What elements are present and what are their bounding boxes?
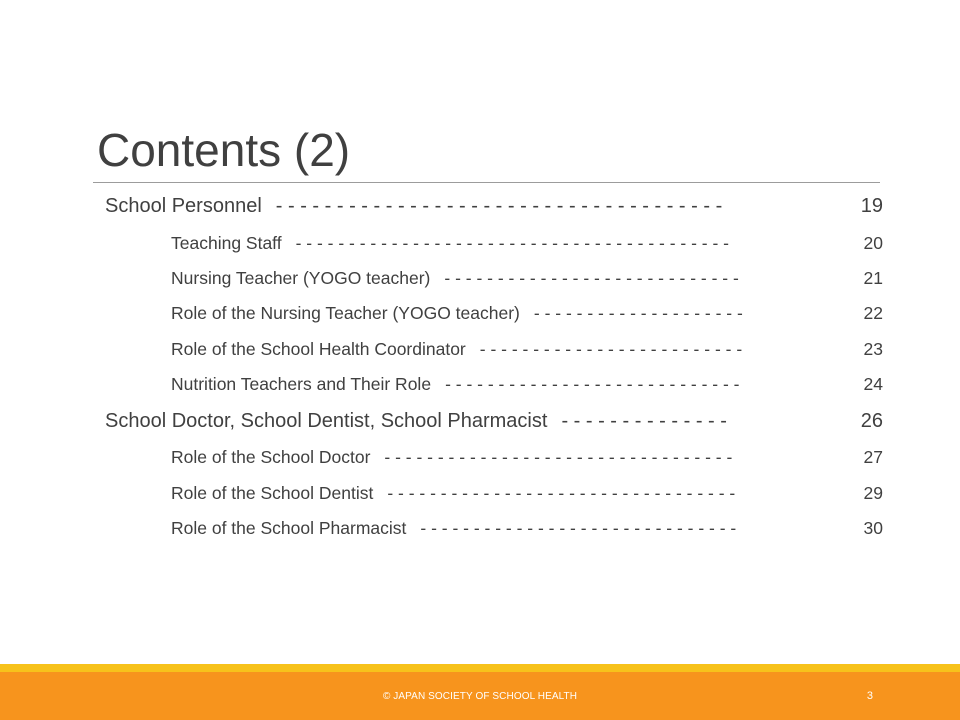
toc-dot-leader: - - - - - - - - - - - - - - - - - - - - - - - - - - - - bbox=[444, 268, 739, 288]
toc-page-number: 20 bbox=[863, 233, 883, 253]
toc-entry-label: School Doctor, School Dentist, School Pharmacist bbox=[105, 410, 548, 432]
footer-copyright: © JAPAN SOCIETY OF SCHOOL HEALTH bbox=[382, 691, 578, 702]
toc-page-number: 23 bbox=[863, 339, 883, 359]
footer-accent-stripe bbox=[0, 664, 960, 672]
toc-dot-leader: - - - - - - - - - - - - - - - - - - - - - - - - - - - - - - - - - bbox=[384, 447, 733, 467]
toc-entry-school-doctor-dentist-pharmacist[interactable] bbox=[105, 410, 727, 433]
toc-entry-label: Role of the School Health Coordinator bbox=[171, 339, 466, 359]
slide-number: 3 bbox=[866, 690, 873, 702]
toc-dot-leader: - - - - - - - - - - - - - - - - - - - - - - - - - - - - - - - - - bbox=[387, 483, 736, 503]
toc-dot-leader: - - - - - - - - - - - - - - bbox=[561, 410, 727, 432]
toc-dot-leader: - - - - - - - - - - - - - - - - - - - - bbox=[533, 303, 743, 323]
toc-page-number: 19 bbox=[860, 195, 883, 217]
toc-page-number: 24 bbox=[863, 374, 883, 394]
toc-entry-label: Role of the School Dentist bbox=[171, 483, 374, 503]
toc-page-number: 22 bbox=[863, 303, 883, 323]
toc-dot-leader: - - - - - - - - - - - - - - - - - - - - - - - - - - - - bbox=[445, 374, 740, 394]
toc-page-number: 29 bbox=[863, 483, 883, 503]
page-title: Contents (2) bbox=[97, 124, 351, 176]
toc-page-number: 26 bbox=[860, 410, 883, 432]
toc-page-number: 21 bbox=[863, 268, 883, 288]
toc-entry-teaching-staff[interactable] bbox=[171, 233, 729, 254]
toc-entry-label: Teaching Staff bbox=[171, 233, 282, 253]
toc-dot-leader: - - - - - - - - - - - - - - - - - - - - - - - - - - - - - - - - - - - - - bbox=[275, 195, 723, 217]
toc-page-number: 27 bbox=[863, 447, 883, 467]
toc-entry-nutrition-teachers[interactable] bbox=[171, 374, 740, 395]
toc-entry-label: Nutrition Teachers and Their Role bbox=[171, 374, 432, 394]
toc-entry-label: Role of the Nursing Teacher (YOGO teacher) bbox=[171, 303, 520, 323]
toc-entry-label: Nursing Teacher (YOGO teacher) bbox=[171, 268, 431, 288]
toc-entry-role-school-dentist[interactable] bbox=[171, 483, 735, 504]
toc-page-number: 30 bbox=[863, 518, 883, 538]
toc-entry-label: Role of the School Doctor bbox=[171, 447, 371, 467]
toc-entry-label: Role of the School Pharmacist bbox=[171, 518, 407, 538]
toc-dot-leader: - - - - - - - - - - - - - - - - - - - - - - - - - bbox=[479, 339, 743, 359]
toc-entry-school-personnel[interactable] bbox=[105, 195, 722, 218]
toc-entry-role-school-doctor[interactable] bbox=[171, 447, 732, 468]
toc-dot-leader: - - - - - - - - - - - - - - - - - - - - - - - - - - - - - - - - - - - - - - - - - bbox=[295, 233, 730, 253]
toc-entry-role-nursing-teacher[interactable] bbox=[171, 303, 743, 324]
toc-entry-role-health-coordinator[interactable] bbox=[171, 339, 742, 360]
toc-entry-label: School Personnel bbox=[105, 195, 262, 217]
toc-entry-role-school-pharmacist[interactable] bbox=[171, 518, 736, 539]
toc-dot-leader: - - - - - - - - - - - - - - - - - - - - - - - - - - - - - - bbox=[420, 518, 737, 538]
toc-entry-nursing-teacher[interactable] bbox=[171, 268, 739, 289]
